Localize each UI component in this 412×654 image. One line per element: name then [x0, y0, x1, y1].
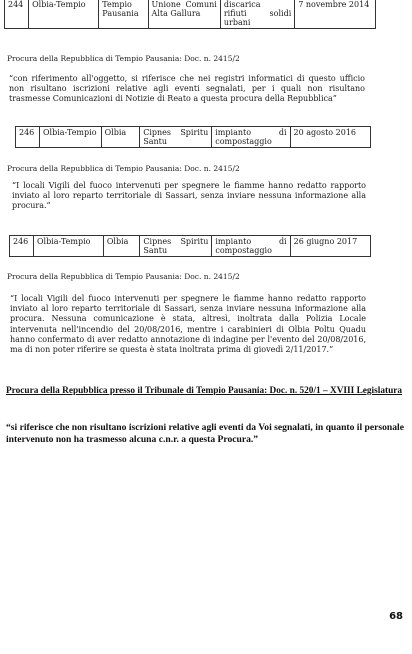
cell-region: Olbia-Tempio	[40, 127, 102, 148]
bold-quote: “si riferisce che non risultano iscrizioni relative agli eventi da Voi segnalati, in quanto il personale intervenuto non ha trasmesso alcuna c.n.r. a questa Procura.”	[6, 422, 404, 445]
quote-block: “I locali Vigili del fuoco intervenuti per spegnere le fiamme hanno redatto rapporto inviato al loro reparto territoriale di Sassari, senza inviare nessuna informazione alla procura. Nessuna comunicazione è stata, altresì, inoltrata dalla Polizia Locale intervenuta nell'incendio del 20/08/2016, mentre i carabinieri di Olbia Poltu Quadu hanno confermato di aver redatto annotazione di indagine per l'evento del 20/08/2016, ma di non poter riferire se questa è stata inoltrata prima di giovedì 2/11/2017.”	[10, 294, 366, 355]
cell-ente: Unione Comuni Alta Gallura	[148, 0, 220, 29]
incident-table-246-a	[15, 126, 371, 148]
cell-ente: Cipnes Spiritu Santu	[140, 236, 212, 257]
cell-date: 20 agosto 2016	[290, 127, 370, 148]
incident-table-246-b	[9, 235, 371, 257]
cell-date: 7 novembre 2014	[295, 0, 376, 29]
source-citation: Procura della Repubblica di Tempio Pausania: Doc. n. 2415/2	[7, 164, 240, 173]
cell-ente: Cipnes Spiritu Santu	[140, 127, 212, 148]
cell-number: 246	[16, 127, 40, 148]
cell-tipo: impianto di compostaggio	[212, 127, 290, 148]
quote-block: “con riferimento all'oggetto, si riferisce che nei registri informatici di questo ufficio non risultano iscrizioni relative agli eventi segnalati, per i quali non risultano trasmesse Comunicazioni di Notizie di Reato a questa procura della Repubblica”	[9, 74, 365, 104]
cell-date: 26 giugno 2017	[290, 236, 370, 257]
cell-tipo: discarica rifiuti solidi urbani	[220, 0, 294, 29]
cell-comune: Olbia	[101, 127, 140, 148]
cell-number: 246	[10, 236, 34, 257]
table-row	[10, 236, 371, 257]
cell-region: Olbia-Tempio	[29, 0, 99, 29]
page-number: 68	[389, 611, 403, 622]
cell-comune: Tempio Pausania	[99, 0, 148, 29]
table-row	[16, 127, 371, 148]
table-row	[5, 0, 376, 29]
cell-comune: Olbia	[103, 236, 140, 257]
quote-block: “I locali Vigili del fuoco intervenuti per spegnere le fiamme hanno redatto rapporto inviato al loro reparto territoriale di Sassari, senza inviare nessuna informazione alla procura.”	[12, 181, 366, 211]
source-citation: Procura della Repubblica di Tempio Pausania: Doc. n. 2415/2	[7, 54, 240, 63]
section-heading: Procura della Repubblica presso il Tribunale di Tempio Pausania: Doc. n. 520/1 – XVIII Legislatura	[6, 386, 403, 396]
cell-region: Olbia-Tempio	[33, 236, 103, 257]
cell-number: 244	[5, 0, 29, 29]
source-citation: Procura della Repubblica di Tempio Pausania: Doc. n. 2415/2	[7, 272, 240, 281]
incident-table-244	[4, 0, 376, 29]
cell-tipo: impianto di compostaggio	[212, 236, 290, 257]
